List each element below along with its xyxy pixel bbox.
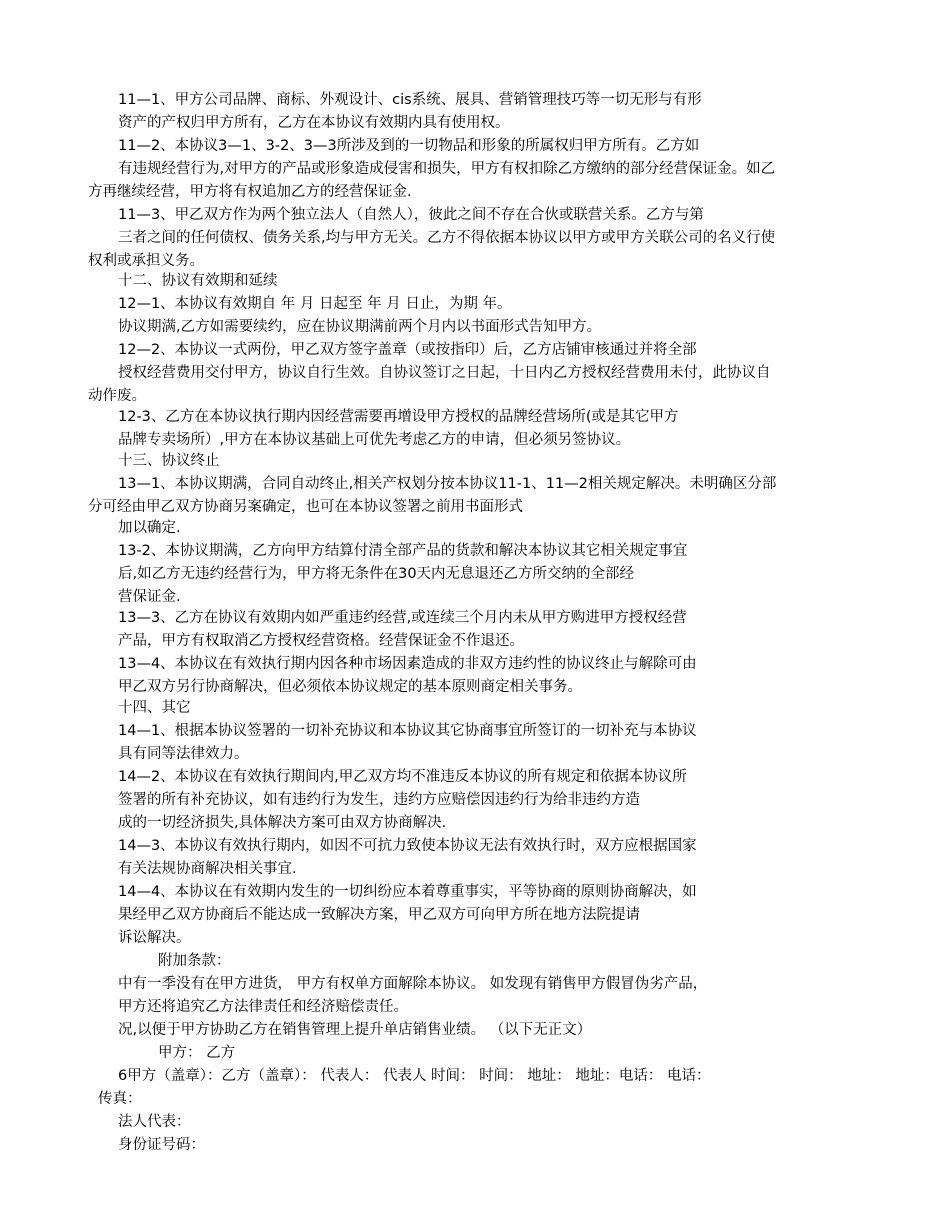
clause-11-3-line-3: 权利或承担义务。 — [88, 253, 204, 269]
clause-13-4-line-2: 甲乙双方另行协商解决，但必须依本协议规定的基本原则商定相关事务。 — [118, 679, 582, 695]
clause-11-1-line-1: 11—1、甲方公司品牌、商标、外观设计、cis系统、展具、营销管理技巧等一切无形与有形 — [118, 92, 702, 108]
clause-12-1-line-2: 协议期满,乙方如需要续约，应在协议期满前两个月内以书面形式告知甲方。 — [118, 319, 602, 335]
clause-12-2-line-2: 授权经营费用交付甲方，协议自行生效。自协议签订之日起，十日内乙方授权经营费用未付，此协议自 — [118, 365, 771, 381]
clause-14-4-line-1: 14—4、本协议在有效期内发生的一切纠纷应本着尊重事实，平等协商的原则协商解决，如 — [118, 884, 697, 900]
clause-12-3-line-1: 12-3、乙方在本协议执行期内因经营需要再增设甲方授权的品牌经营场所(或是其它甲方 — [118, 409, 679, 425]
clause-11-2-line-2: 有违规经营行为,对甲方的产品或形象造成侵害和损失，甲方有权扣除乙方缴纳的部分经营保证金。如乙 — [118, 161, 776, 177]
section-14-heading: 十四、其它 — [118, 700, 191, 716]
clause-14-3-line-1: 14—3、本协议有效执行期内，如因不可抗力致使本协议无法有效执行时，双方应根据国家 — [118, 838, 697, 854]
clause-11-3-line-2: 三者之间的任何债权、债务关系,均与甲方无关。乙方不得依据本协议以甲方或甲方关联公司的名义行使 — [118, 230, 776, 246]
clause-12-1-line-1: 12—1、本协议有效期自 年 月 日起至 年 月 日止，为期 年。 — [118, 296, 512, 312]
clause-14-1-line-2: 具有同等法律效力。 — [118, 746, 249, 762]
section-13-heading: 十三、协议终止 — [118, 453, 220, 469]
party-labels: 甲方： 乙方 — [158, 1045, 236, 1061]
clause-14-1-line-1: 14—1、根据本协议签署的一切补充协议和本协议其它协商事宜所签订的一切补充与本协议 — [118, 723, 697, 739]
clause-11-1-line-2: 资产的产权归甲方所有，乙方在本协议有效期内具有使用权。 — [118, 115, 510, 131]
clause-14-4-line-3: 诉讼解决。 — [118, 930, 191, 946]
fax-field: 传真： — [98, 1091, 142, 1107]
additional-terms-heading: 附加条款： — [158, 953, 231, 969]
additional-terms-line-3: 况,以便于甲方协助乙方在销售管理上提升单店销售业绩。 （以下无正文） — [118, 1022, 592, 1038]
clause-12-2-line-3: 动作废。 — [88, 388, 146, 404]
clause-14-2-line-2: 签署的所有补充协议，如有违约行为发生，违约方应赔偿因违约行为给非违约方造 — [118, 792, 640, 808]
clause-13-2-line-1: 13-2、本协议期满，乙方向甲方结算付清全部产品的货款和解决本协议其它相关规定事宜 — [118, 543, 688, 559]
clause-13-4-line-1: 13—4、本协议在有效执行期内因各种市场因素造成的非双方违约性的协议终止与解除可由 — [118, 656, 697, 672]
clause-13-3-line-1: 13—3、乙方在协议有效期内如严重违约经营,或连续三个月内未从甲方购进甲方授权经营 — [118, 610, 687, 626]
id-number-field: 身份证号码： — [118, 1137, 205, 1153]
clause-11-3-line-1: 11—3、甲乙双方作为两个独立法人（自然人），彼此之间不存在合伙或联营关系。乙方与第 — [118, 207, 704, 223]
legal-representative-field: 法人代表： — [118, 1114, 191, 1130]
clause-14-3-line-2: 有关法规协商解决相关事宜. — [118, 861, 297, 877]
additional-terms-line-1: 中有一季没有在甲方进货， 甲方有权单方面解除本协议。 如发现有销售甲方假冒伪劣产品， — [118, 976, 708, 992]
additional-terms-line-2: 甲方还将追究乙方法律责任和经济赔偿责任。 — [118, 999, 408, 1015]
clause-13-3-line-2: 产品，甲方有权取消乙方授权经营资格。经营保证金不作退还。 — [118, 633, 524, 649]
clause-13-1-line-3: 加以确定. — [118, 520, 181, 536]
clause-12-2-line-1: 12—2、本协议一式两份，甲乙双方签字盖章（或按指印）后，乙方店铺审核通过并将全部 — [118, 342, 697, 358]
clause-13-1-line-2: 分可经由甲乙双方协商另案确定，也可在本协议签署之前用书面形式 — [88, 499, 523, 515]
section-12-heading: 十二、协议有效期和延续 — [118, 273, 278, 289]
clause-14-4-line-2: 果经甲乙双方协商后不能达成一致解决方案，甲乙双方可向甲方所在地方法院提请 — [118, 907, 640, 923]
clause-13-1-line-1: 13—1、本协议期满，合同自动终止,相关产权划分按本协议11-1、11—2相关规定解决。未明确区分部 — [118, 476, 777, 492]
clause-13-2-line-2: 后,如乙方无违约经营行为，甲方将无条件在30天内无息退还乙方所交纳的全部经 — [118, 566, 635, 582]
clause-14-2-line-1: 14—2、本协议在有效执行期间内,甲乙双方均不准违反本协议的所有规定和依据本协议所 — [118, 769, 687, 785]
clause-11-2-line-1: 11—2、本协议3—1、3-2、3—3所涉及到的一切物品和形象的所属权归甲方所有。乙方如 — [118, 138, 700, 154]
clause-13-2-line-3: 营保证金. — [118, 589, 181, 605]
signature-fields-row: 6甲方（盖章）：乙方（盖章）： 代表人： 代表人 时间： 时间： 地址： 地址：电话： 电话： — [118, 1068, 711, 1084]
clause-11-2-line-3: 方再继续经营，甲方将有权追加乙方的经营保证金. — [88, 184, 412, 200]
clause-12-3-line-2: 品牌专卖场所）,甲方在本协议基础上可优先考虑乙方的申请，但必须另签协议。 — [118, 432, 631, 448]
clause-14-2-line-3: 成的一切经济损失,具体解决方案可由双方协商解决. — [118, 815, 447, 831]
